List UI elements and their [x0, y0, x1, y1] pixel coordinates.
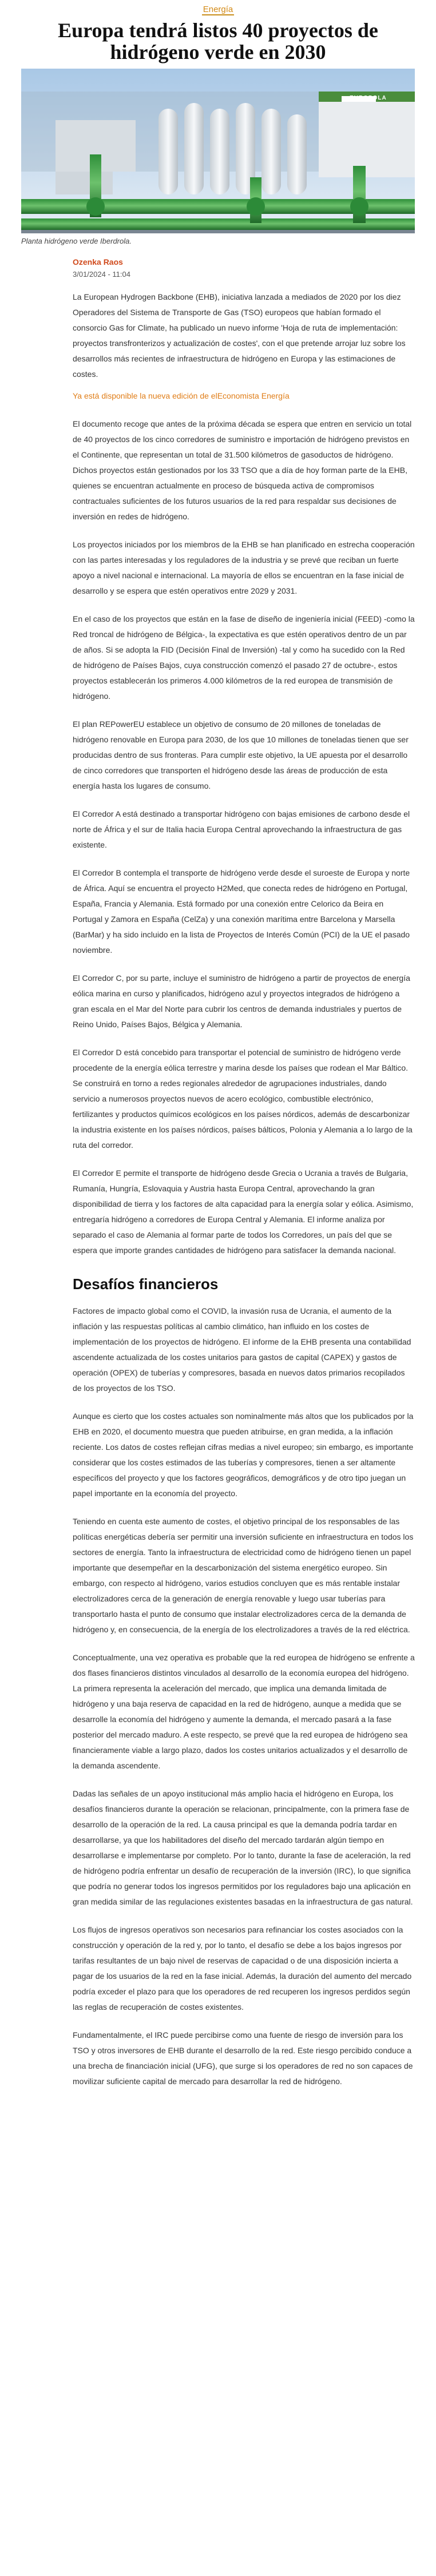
body-paragraph: El Corredor E permite el transporte de hidrógeno desde Grecia o Ucrania a través de Bulgaria, Rumanía, Hungría, Eslovaquia y Austria hasta Europa Central, aprovechando la gran disponibilidad de tierra y los factores de alta capacidad para la energía solar y eólica. Asimismo, entregaría hidrógeno a corredores de Europa Central y Alemania. El informe analiza por separado el caso de Alemania al formar parte de todos los Corredores, un país del que se espera que importe grandes cantidades de hidrógeno para satisfacer la demanda nacional. — [73, 1168, 414, 1255]
hydrogen-plant-illustration — [21, 69, 415, 233]
category-tag[interactable] — [21, 0, 415, 16]
publish-date: 3/01/2024 - 11:04 — [73, 270, 130, 279]
category-label[interactable]: Energía — [203, 5, 233, 14]
body-paragraph: El Corredor A está destinado a transportar hidrógeno con bajas emisiones de carbono desde el norte de África y el sur de Italia hacia Europa Central aprovechando la infraestructura de gas existente. — [73, 809, 410, 849]
image-caption: Planta hidrógeno verde Iberdrola. — [21, 237, 132, 245]
body-paragraph: Fundamentalmente, el IRC puede percibirse como una fuente de riesgo de inversión para los TSO y otros inversores de EHB durante el desarrollo de la red. Este riesgo percibido conduce a una brecha de financiación inicial (UFG), que surge si los operadores de red no son capaces de movilizar suficiente capital de mercado para desarrollar la red de hidrógeno. — [73, 2030, 413, 2086]
body-paragraph: Conceptualmente, una vez operativa es probable que la red europea de hidrógeno se enfrente a dos flases financieros distintos vinculados al desarrollo de la economía europea del hidrógeno. La primera representa la aceleración del mercado, que implica una demanda limitada de hidrógeno y una baja reserva de capacidad en la red de hidrógeno, aunque a medida que se desarrolle la economía del hidrógeno y aumente la demanda, el mercado pasará a la fase posterior del mercado maduro. A este respecto, se prevé que la red europea de hidrógeno sea financieramente viable a largo plazo, dados los costes unitarios actualizados y el desarrollo de la demanda ascendente. — [73, 1653, 415, 1770]
body-paragraph: El Corredor C, por su parte, incluye el suministro de hidrógeno a partir de proyectos de energía eólica marina en curso y planificados, hidrógeno azul y proyectos integrados de hidrógeno a gran escala en el Mar del Norte para cubrir los centros de demanda industriales y puertos de Reino Unido, Países Bajos, Bélgica y Alemania. — [73, 973, 410, 1029]
section-heading: Desafíos financieros — [73, 1275, 219, 1293]
intro-paragraph: La European Hydrogen Backbone (EHB), iniciativa lanzada a mediados de 2020 por los diez Operadores del Sistema de Transporte de Gas (TSO) europeos que habían formado el consorcio Gas for Climate, ha publicado un nuevo informe 'Hoja de ruta de implementación: proyectos transfronterizos y actualización de costes', con el que pretende arrojar luz sobre los desarrollos más recientes de infraestructura de hidrógeno en Europa y las estimaciones de costes. — [73, 292, 406, 379]
body-paragraph: El Corredor D está concebido para transportar el potencial de suministro de hidrógeno verde procedente de la energía eólica terrestre y marina desde los países que rodean el Mar Báltico. Se construirá en torno a redes regionales alrededor de agrupaciones industriales, dando servicio a numerosos proyectos nuevos de acero ecológico, combustible electrónico, fertilizantes y productos químicos ecológicos en los países nórdicos, además de descarbonizar la industria existente en los países nórdicos, países bálticos, Polonia y Alemania a lo largo de la ruta del corredor. — [73, 1048, 413, 1150]
body-paragraph: El Corredor B contempla el transporte de hidrógeno verde desde el suroeste de Europa y norte de África. Aquí se encuentra el proyecto H2Med, que conecta redes de hidrógeno en Portugal, España, Francia y Alemania. Está formado por una conexión entre Celorico da Beira en Portugal y Zamora en España (CelZa) y una conexión marítima entre Barcelona y Marsella (BarMar) y ha sido incluido en la lista de Proyectos de Interés Común (PCI) de la UE el pasado noviembre. — [73, 868, 410, 955]
body-paragraph: Dadas las señales de un apoyo institucional más amplio hacia el hidrógeno en Europa, los desafíos financieros durante la operación se relacionan, principalmente, con la primera fase de desarrollo de la operación de la red. La causa principal es que la demanda podría tardar en desarrollarse, ya que los habilitadores del diseño del mercado tardarán algún tiempo en desarrollarse e implementarse por completo. Por lo tanto, durante la fase de aceleración, la red de hidrógeno podría enfrentar un desafío de recuperación de la inversión (IRC), lo que significa que podría no generar todos los ingresos permitidos por los reguladores bajo una aplicación en gran medida similar de las regulaciones existentes basadas en la infraestructura de gas natural. — [73, 1789, 413, 1906]
body-paragraph: Los flujos de ingresos operativos son necesarios para refinanciar los costes asociados con la construcción y operación de la red y, por lo tanto, el desafío se debe a los bajos ingresos por tarifas resultantes de un bajo nivel de reservas de capacidad o de una disposición incierta a pagar de los usuarios de la red en la fase inicial. Además, la duración del aumento del mercado podría exceder el plazo para que los operadores de red recuperen los ingresos perdidos según las reglas de recuperación de costes existentes. — [73, 1925, 412, 2011]
body-paragraph: El documento recoge que antes de la próxima década se espera que entren en servicio un total de 40 proyectos de los cinco corredores de suministro e importación de hidrógeno previstos en el Continente, que representan un total de 31.500 kilómetros de gasoductos de hidrógeno. Dichos proyectos están gestionados por los 33 TSO que a día de hoy forman parte de la EHB, quienes se encuentran actualmente en proceso de búsqueda activa de compromisos contractuales suficientes de los futuros usuarios de la red para respaldar sus decisiones de inversión en redes de hidrógeno. — [73, 419, 412, 521]
article-body — [73, 289, 415, 2089]
author-link[interactable]: Ozenka Raos — [73, 257, 123, 267]
article — [21, 0, 415, 2089]
hero-image — [21, 69, 415, 233]
body-paragraph: Teniendo en cuenta este aumento de costes, el objetivo principal de los responsables de las políticas energéticas debería ser permitir una inversión suficiente en infraestructura en todos los sectores de energía. Tanto la infraestructura de electricidad como de hidrógeno tienen un papel importante que desempeñar en la descarbonización del sistema energético europeo. Sin embargo, con respecto al hidrógeno, varios estudios concluyen que es más rentable instalar electrolizadores cerca de la generación de energía renovable y luego usar tuberías para transportarlo hasta el punto de consumo que instalar electrolizadores cerca de la demanda de hidrógeno y, en consecuencia, de la energía de los electrolizadores a través de la red eléctrica. — [73, 1517, 414, 1634]
body-paragraph: Los proyectos iniciados por los miembros de la EHB se han planificado en estrecha cooperación con las partes interesadas y los reguladores de la industria y se prevé que reciban un fuerte apoyo a nivel nacional e internacional. La mayoría de ellos se encuentran en la fase inicial de desarrollo y se espera que estén operativos entre 2029 y 2031. — [73, 540, 415, 595]
body-paragraph: Factores de impacto global como el COVID, la invasión rusa de Ucrania, el aumento de la inflación y las respuestas políticas al cambio climático, han influido en los costes de implementación de los proyectos de hidrógeno. El informe de la EHB presenta una contabilidad ascendente actualizada de los costes unitarios para gastos de capital (CAPEX) y gastos de operación (OPEX) de tuberías y compresores, basada en nuevos datos primarios recopilados de los proyectos de los TSO. — [73, 1306, 411, 1393]
byline — [73, 257, 415, 289]
body-paragraph: En el caso de los proyectos que están en la fase de diseño de ingeniería inicial (FEED) -como la Red troncal de hidrógeno de Bélgica-, la expectativa es que estén operativos dentro de un par de años. Si se adopta la FID (Decisión Final de Inversión) -tal y como ha sucedido con la Red de hidrógeno de Países Bajos, cuya construcción comenzó el pasado 27 de octubre-, estos proyectos establecerán los primeros 4.000 kilómetros de la red europea de transmisión de hidrógeno. — [73, 614, 415, 701]
hero-logo: EUROPOLA — [350, 95, 387, 101]
body-paragraph: El plan REPowerEU establece un objetivo de consumo de 20 millones de toneladas de hidrógeno renovable en Europa para 2030, de los que 10 millones de toneladas tienen que ser producidas dentro de sus fronteras. Para cumplir este objetivo, la UE apuesta por el desarrollo de cinco corredores que transporten el hidrógeno desde las áreas de producción de esta energía hasta los lugares de consumo. — [73, 719, 409, 790]
article-title: Europa tendrá listos 40 proyectos de hidrógeno verde en 2030 — [58, 19, 378, 63]
promo-link[interactable]: Ya está disponible la nueva edición de elEconomista Energía — [73, 391, 290, 400]
body-paragraph: Aunque es cierto que los costes actuales son nominalmente más altos que los publicados por la EHB en 2020, el documento muestra que pueden atribuirse, en gran medida, a la inflación reciente. Los datos de costes reflejan cifras medias a nivel europeo; sin embargo, es importante considerar que los costes estimados de las tuberías y compresores, tienen a ser altamente específicos del proyecto y que los factores geográficos, demográficos y de otro tipo juegan un papel importante en la economía del proyecto. — [73, 1412, 414, 1498]
